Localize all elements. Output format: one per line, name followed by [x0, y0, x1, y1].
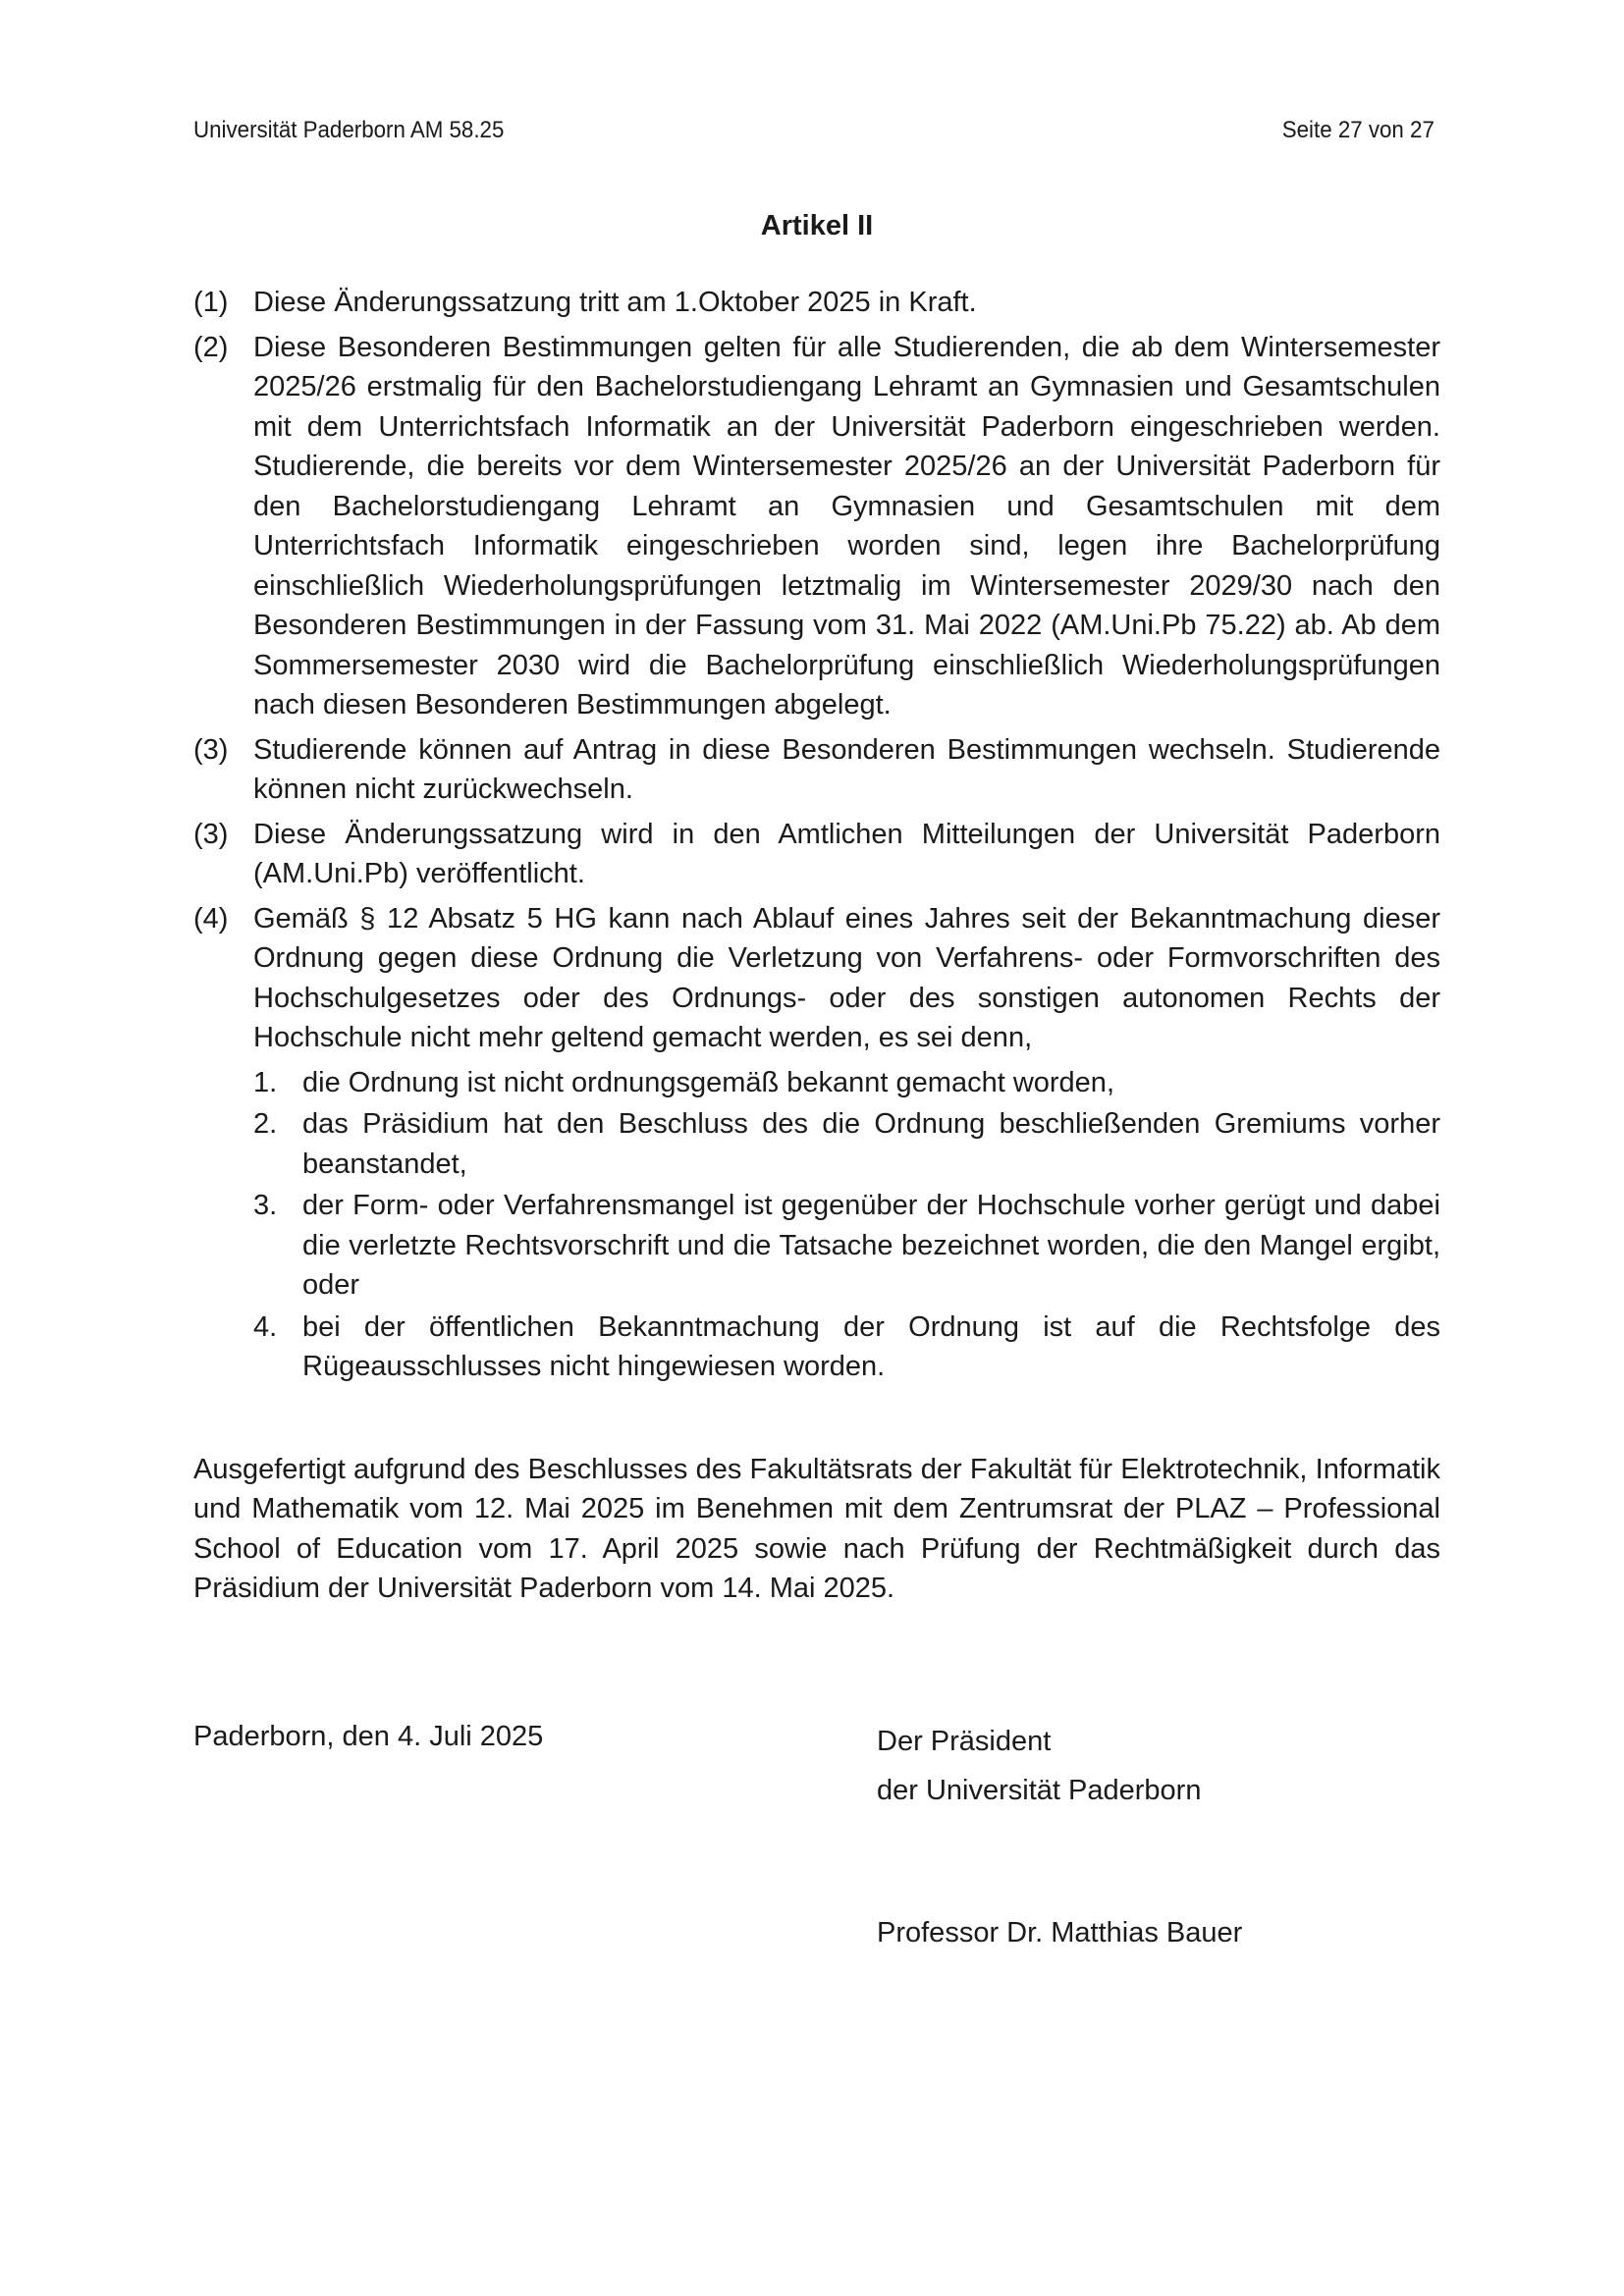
paragraph-number: (4) [193, 902, 229, 934]
article-heading: Artikel II [760, 210, 874, 241]
list-item [253, 1308, 1440, 1387]
paragraph-text: Diese Besonderen Bestimmungen gelten für alle Studierenden, die ab dem Wintersemester 2025/26 erstmalig für den Bachelorstudiengang Lehramt an Gymnasien und Gesamtschulen mit dem Unterrichtsfach Informatik an der Universität Paderborn eingeschrieben werden. Studierende, die bereits vor dem Wintersemester 2025/26 an der Universität Paderborn für den Bachelorstudiengang Lehramt an Gymnasien und Gesamtschulen mit dem Unterrichtsfach Informatik eingeschrieben worden sind, legen ihre Bachelorprüfung einschließlich Wiederholungsprüfungen letztmalig im Wintersemester 2029/30 nach den Besonderen Bestimmungen in der Fassung vom 31. Mai 2022 (AM.Uni.Pb 75.22) ab. Ab dem Sommersemester 2030 wird die Bachelorprüfung einschließlich Wiederholungsprüfungen nach diesen Besonderen Bestimmungen abgelegt. [253, 331, 1440, 721]
paragraph-text: Gemäß § 12 Absatz 5 HG kann nach Ablauf eines Jahres seit der Bekanntmachung dieser Ordnung gegen diese Ordnung die Verletzung von Verfahrens- oder Formvorschriften des Hochschulgesetzes oder des Ordnungs- oder des sonstigen autonomen Rechts der Hochschule nicht mehr geltend gemacht werden, es sei denn, [253, 902, 1440, 1053]
list-item-text: die Ordnung ist nicht ordnungsgemäß bekannt gemacht worden, [302, 1066, 1114, 1098]
paragraph-body [253, 899, 1440, 1389]
list-item [253, 1186, 1440, 1306]
list-item-text: der Form- oder Verfahrensmangel ist gegenüber der Hochschule vorher gerügt und dabei die verletzte Rechtsvorschrift und die Tatsache bezeichnet worden, die den Mangel ergibt, oder [302, 1190, 1440, 1301]
list-item-text: bei der öffentlichen Bekanntmachung der Ordnung ist auf die Rechtsfolge des Rügeausschlusses nicht hingewiesen worden. [302, 1310, 1440, 1382]
closing-statement: Ausgefertigt aufgrund des Beschlusses des Fakultätsrats der Fakultät für Elektrotechnik, Informatik und Mathematik vom 12. Mai 2025 im Benehmen mit dem Zentrumsrat der PLAZ – Professional School of Education vom 17. April 2025 sowie nach Prüfung der Rechtmäßigkeit durch das Präsidium der Universität Paderborn vom 14. Mai 2025. [193, 1453, 1440, 1604]
list-item-number: 1. [253, 1066, 278, 1098]
list-item-number: 3. [253, 1190, 278, 1221]
header-publication: Universität Paderborn AM 58.25 [193, 117, 505, 143]
signature-block [193, 1717, 1440, 1972]
signatory-title-line: der Universität Paderborn [877, 1774, 1202, 1806]
list-item-number: 2. [253, 1108, 278, 1140]
paragraph-number: (2) [193, 331, 229, 363]
place-and-date: Paderborn, den 4. Juli 2025 [193, 1720, 544, 1752]
paragraph [193, 730, 1440, 810]
paragraph [193, 328, 1440, 725]
exception-list [253, 1063, 1440, 1387]
paragraph-text: Studierende können auf Antrag in diese Besonderen Bestimmungen wechseln. Studierende können nicht zurückwechseln. [253, 733, 1440, 805]
paragraph-number: (3) [193, 818, 229, 850]
paragraph [193, 283, 1440, 323]
page-header [193, 114, 1435, 147]
list-item-text: das Präsidium hat den Beschluss des die Ordnung beschließenden Gremiums vorher beanstandet, [302, 1108, 1440, 1180]
list-item-number: 4. [253, 1310, 278, 1343]
signatory-title [877, 1717, 1201, 1815]
paragraph [193, 815, 1440, 894]
paragraph-text: Diese Änderungssatzung wird in den Amtlichen Mitteilungen der Universität Paderborn (AM.Uni.Pb) veröffentlicht. [253, 818, 1440, 889]
list-item [253, 1104, 1440, 1184]
paragraph [193, 899, 1440, 1389]
signatory-name: Professor Dr. Matthias Bauer [877, 1916, 1243, 1949]
document-body [193, 206, 1440, 1972]
paragraph-text: Diese Änderungssatzung tritt am 1.Oktober 2025 in Kraft. [253, 287, 977, 318]
header-page-number: Seite 27 von 27 [1281, 117, 1435, 143]
paragraph-number: (3) [193, 733, 229, 766]
list-item [253, 1063, 1440, 1103]
paragraph-number: (1) [193, 287, 229, 318]
signatory-title-line: Der Präsident [877, 1725, 1052, 1757]
